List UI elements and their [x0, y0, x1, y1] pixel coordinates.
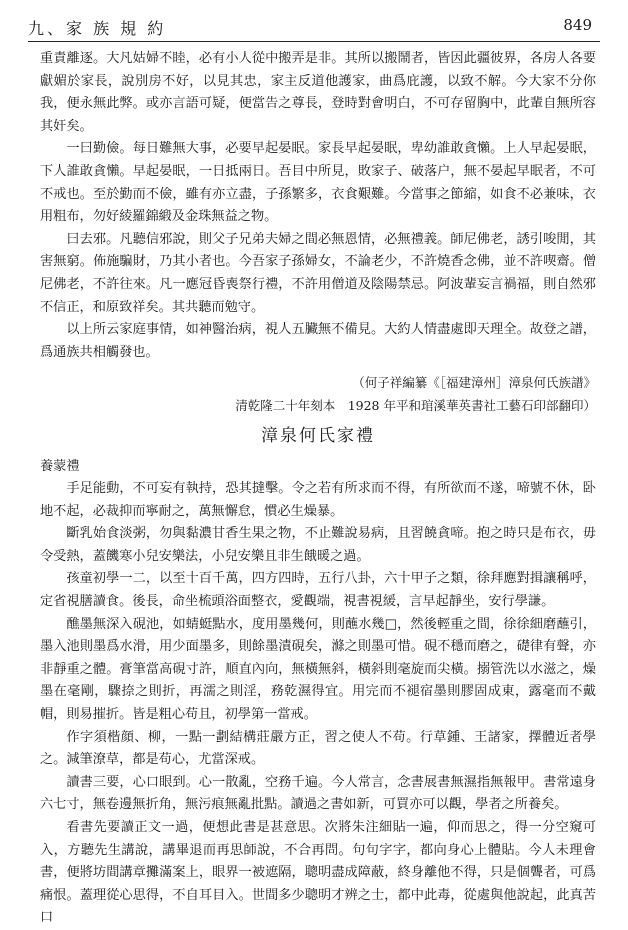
paragraph: 醮墨無深入硯池，如蜻蜓點水，度用墨幾何，則蘸水幾□，然後輕重之間，徐徐細磨蘸引，墨入池則墨爲水滑，用少面墨多，則餘墨漬硯矣，滌之則墨可惜。硯不穩而磨之，礎律有聲，亦非靜重之體。膏筆當高硯寸許，順直內向，無橫無斜，橫斜則毫旋而尖橫。搦管洗以水滋之，燥墨在毫剛，驟捺之則折，再濡之則淫，務乾濕得宜。用完而不褪宿墨則膠固成東，露毫而不戴帽，則易摧折。皆是粗心苟且，初學第一當戒。	[40, 616, 596, 723]
source-edition: 清乾隆二十年刻本 1928 年平和琯溪華英書社工藝石印部翻印）	[235, 397, 596, 413]
paragraph: 曰去邪。凡聽信邪說，則父子兄弟夫婦之間必無恩情，必無禮義。師尼佛老，誘引唆閒，其害無窮。佈施騙財，乃其小者也。今吾家子孫婦女，不論老少，不許燒香念佛，並不許喫齋。僧尼佛老，不許往來。凡一應冠昏喪祭行禮，不許用僧道及陰陽禁忌。阿波輩妄言禍福，則自然邪不信正，和原致祥矣。其共聽而勉守。	[40, 231, 596, 315]
header-rule	[28, 41, 600, 42]
paragraph: 斷乳始食淡粥，勿與黏濃甘香生果之物，不止難說易病，且習饒貪啼。抱之時只是布衣，毋令受熱，蓋饑寒小兒安樂法，小兒安樂且非生餓暖之過。	[40, 526, 596, 564]
paragraph: 一曰勤儉。每日難無大事，必要早起晏眠。家長早起晏眠，卑幼誰敢貪懶。上人早起晏眠，下人誰敢貪懶。早起晏眠，一日抵兩日。吾目中所見，敗家子、破落户，無不晏起早眠者，不可不戒也。至於勤而不儉，雖有亦立盡，子孫繁多，衣食艱難。今當事之節縮，如食不必兼味，衣用粗布，勿好綾羅錦緞及金珠無益之物。	[40, 141, 596, 225]
paragraph: 看書先要讀正文一過，便想此書是甚意思。次將朱注細貼一遍，仰而思之，得一分空窺可入，方聽先生講說，講畢退而再思師說，不合再問。句句字字，都向身心上體貼。今人未理會書，便將坊間講章攤滿案上，眼界一被遮隔，聰明盡成障蔽，終身離他不得，只是個聾者，可爲痛恨。蓋理從心思得，不自耳目入。世間多少聰明才辨之士，都中此毒，從處與他說起，此真苦口	[40, 820, 596, 926]
paragraph: 作字須楷顔、柳，一點一劃結構莊嚴方正，習之使人不苟。行草鍾、王諸家，擇體近者學之。減筆潦草，都是苟心，尤當深戒。	[40, 729, 596, 768]
paragraph: 手足能動，不可妄有執持，恐其撻擊。令之若有所求而不得，有所欲而不遂，啼號不休，卧地不起，必裁抑而寧耐之，萬無懈怠，慣必生燥暴。	[40, 481, 596, 519]
source-citation: （何子祥編纂《［福建漳州］漳泉何氏族譜》	[352, 375, 596, 391]
paragraph: 以上所云家庭事情，如神醫治病，視人五臟無不備見。大約人情盡處即天理全。故登之譜，爲通族共相觸發也。	[40, 322, 596, 360]
paragraph: 孩童初學一二，以至十百千萬，四方四時，五行八卦，六十甲子之類，徐拜應對揖讓稱呼，定省視膳讀食。後長，命坐梳頭浴面整衣，愛觀端，視書視緩，言早起靜坐，安行學謙。	[40, 571, 596, 610]
paragraph: 重責離逐。大凡姑婦不睦，必有小人從中搬弄是非。其所以搬鬧者，皆因此疆彼界，各房人各要獻媚於家長，說別房不好，以見其忠，家主反道他護家，曲爲庇護，以致不解。今大家不分你我，便永無此弊。或亦言語可疑，便當告之尊長，登時對會明白，不可存留胸中，此輩自無所容其奸矣。	[40, 51, 596, 134]
running-header-section: 九、家 族 規 約	[28, 19, 167, 38]
paragraph: 讀書三要，心口眼到。心一散亂，空務千遍。今人常言，念書展書無濕指無報甲。書常遠身六七寸，無卷邊無折角，無污痕無亂批點。讀過之書如新，可買亦可以觀，學者之所養矣。	[40, 774, 596, 813]
page-number: 849	[563, 16, 592, 34]
subheading: 養蒙禮	[40, 458, 80, 474]
section-title: 漳泉何氏家禮	[261, 425, 375, 446]
page-body	[40, 48, 596, 930]
